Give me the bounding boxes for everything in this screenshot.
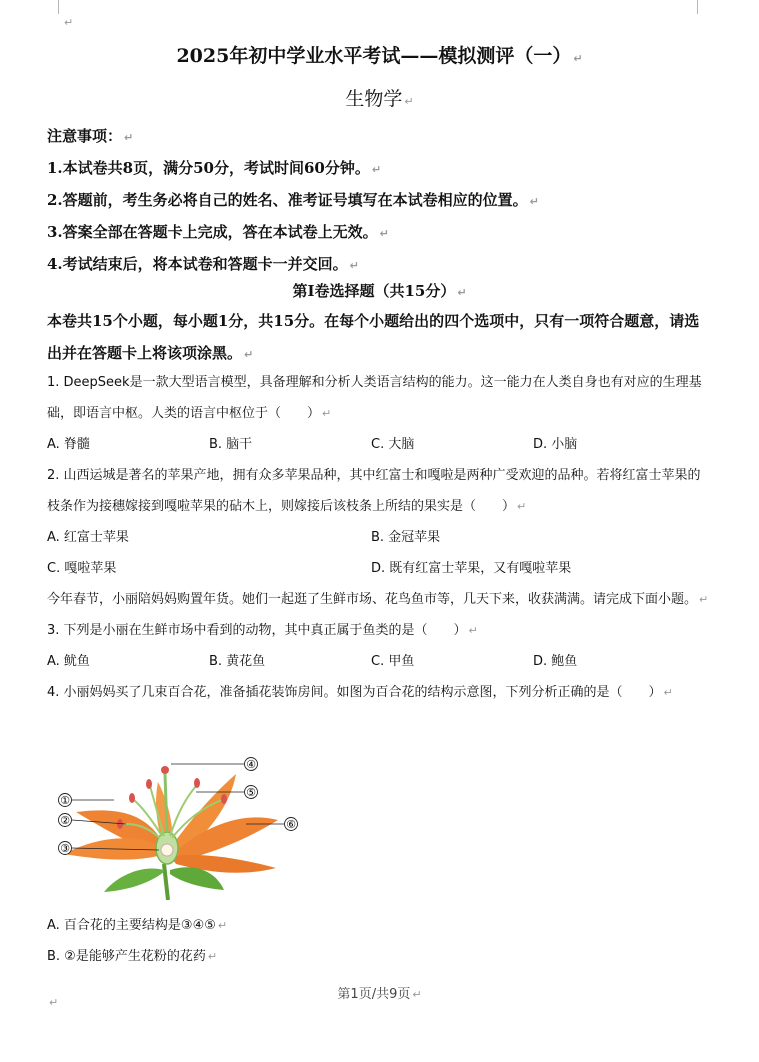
notice-block: [47, 121, 539, 281]
option: A. 红富士苹果: [47, 530, 129, 545]
subject-title: 生物学 ↵: [345, 88, 414, 110]
crop-mark-left: [44, 0, 59, 14]
option: D. 既有红富士苹果，又有嘎啦苹果: [371, 561, 572, 576]
paragraph-mark: ↵: [64, 16, 74, 29]
option: C. 嘎啦苹果: [47, 561, 117, 576]
lily-structure-figure: [46, 752, 306, 900]
figure-label-2: ②: [60, 814, 70, 827]
question-4-options: [47, 910, 712, 972]
option: C. 甲鱼: [371, 654, 415, 669]
figure-label-1: ①: [60, 794, 70, 807]
question-stem: 4. 小丽妈妈买了几束百合花，准备插花装饰房间。如图为百合花的结构示意图，下列分析正确的是（ ） ↵: [47, 685, 673, 700]
option: B. 脑干: [209, 437, 253, 452]
section-title: 第Ⅰ卷选择题（共15分） ↵: [292, 282, 467, 300]
figure-label-3: ③: [60, 842, 70, 855]
question-options: [47, 553, 712, 584]
paragraph-mark: ↵: [49, 996, 59, 1009]
option: D. 鲍鱼: [533, 654, 578, 669]
option: D. 小脑: [533, 437, 578, 452]
notice-item: 2.答题前，考生务必将自己的姓名、准考证号填写在本试卷相应的位置。 ↵: [47, 191, 539, 209]
option: B. 金冠苹果: [371, 530, 441, 545]
questions: [47, 367, 712, 708]
figure-label-4: ④: [246, 758, 256, 771]
option: A. 脊髓: [47, 437, 90, 452]
option: A. 鱿鱼: [47, 654, 90, 669]
question-stem: 3. 下列是小丽在生鲜市场中看到的动物，其中真正属于鱼类的是（ ） ↵: [47, 623, 478, 638]
exam-title: 2025年初中学业水平考试——模拟测评（一） ↵: [176, 45, 583, 67]
question-stem: 1. DeepSeek是一款大型语言模型，具备理解和分析人类语言结构的能力。这一能力在人类自身也有对应的生理基础，即语言中枢。人类的语言中枢位于（ ） ↵: [47, 375, 702, 421]
option: C. 大脑: [371, 437, 415, 452]
question-options: [47, 429, 712, 460]
page-footer: 第1页/共9页 ↵: [337, 987, 422, 1002]
question-stem: 2. 山西运城是著名的苹果产地，拥有众多苹果品种，其中红富士和嘎啦是两种广受欢迎的品种。若将红富士苹果的枝条作为接穗嫁接到嘎啦苹果的砧木上，则嫁接后该枝条上所结的果实是（ ） ↵: [47, 468, 701, 514]
section-intro: 本卷共15个小题，每小题1分，共15分。在每个小题给出的四个选项中，只有一项符合题意，请选出并在答题卡上将该项涂黑。 ↵: [47, 312, 700, 362]
passage: 今年春节，小丽陪妈妈购置年货。她们一起逛了生鲜市场、花鸟鱼市等，几天下来，收获满满。请完成下面小题。 ↵: [47, 592, 709, 607]
option: B. ②是能够产生花粉的花药 ↵: [47, 949, 218, 964]
option: B. 黄花鱼: [209, 654, 266, 669]
notice-item: 1.本试卷共8页，满分50分，考试时间60分钟。 ↵: [47, 159, 382, 177]
figure-label-6: ⑥: [286, 818, 296, 831]
option: A. 百合花的主要结构是③④⑤ ↵: [47, 918, 228, 933]
notice-item: 3.答案全部在答题卡上完成，答在本试卷上无效。 ↵: [47, 223, 389, 241]
figure-label-5: ⑤: [246, 786, 256, 799]
question-options: [47, 522, 712, 553]
notice-item: 4.考试结束后，将本试卷和答题卡一并交回。 ↵: [47, 255, 359, 273]
notice-heading: 注意事项： ↵: [47, 127, 134, 145]
crop-mark-right: [697, 0, 712, 14]
question-options: [47, 646, 712, 677]
